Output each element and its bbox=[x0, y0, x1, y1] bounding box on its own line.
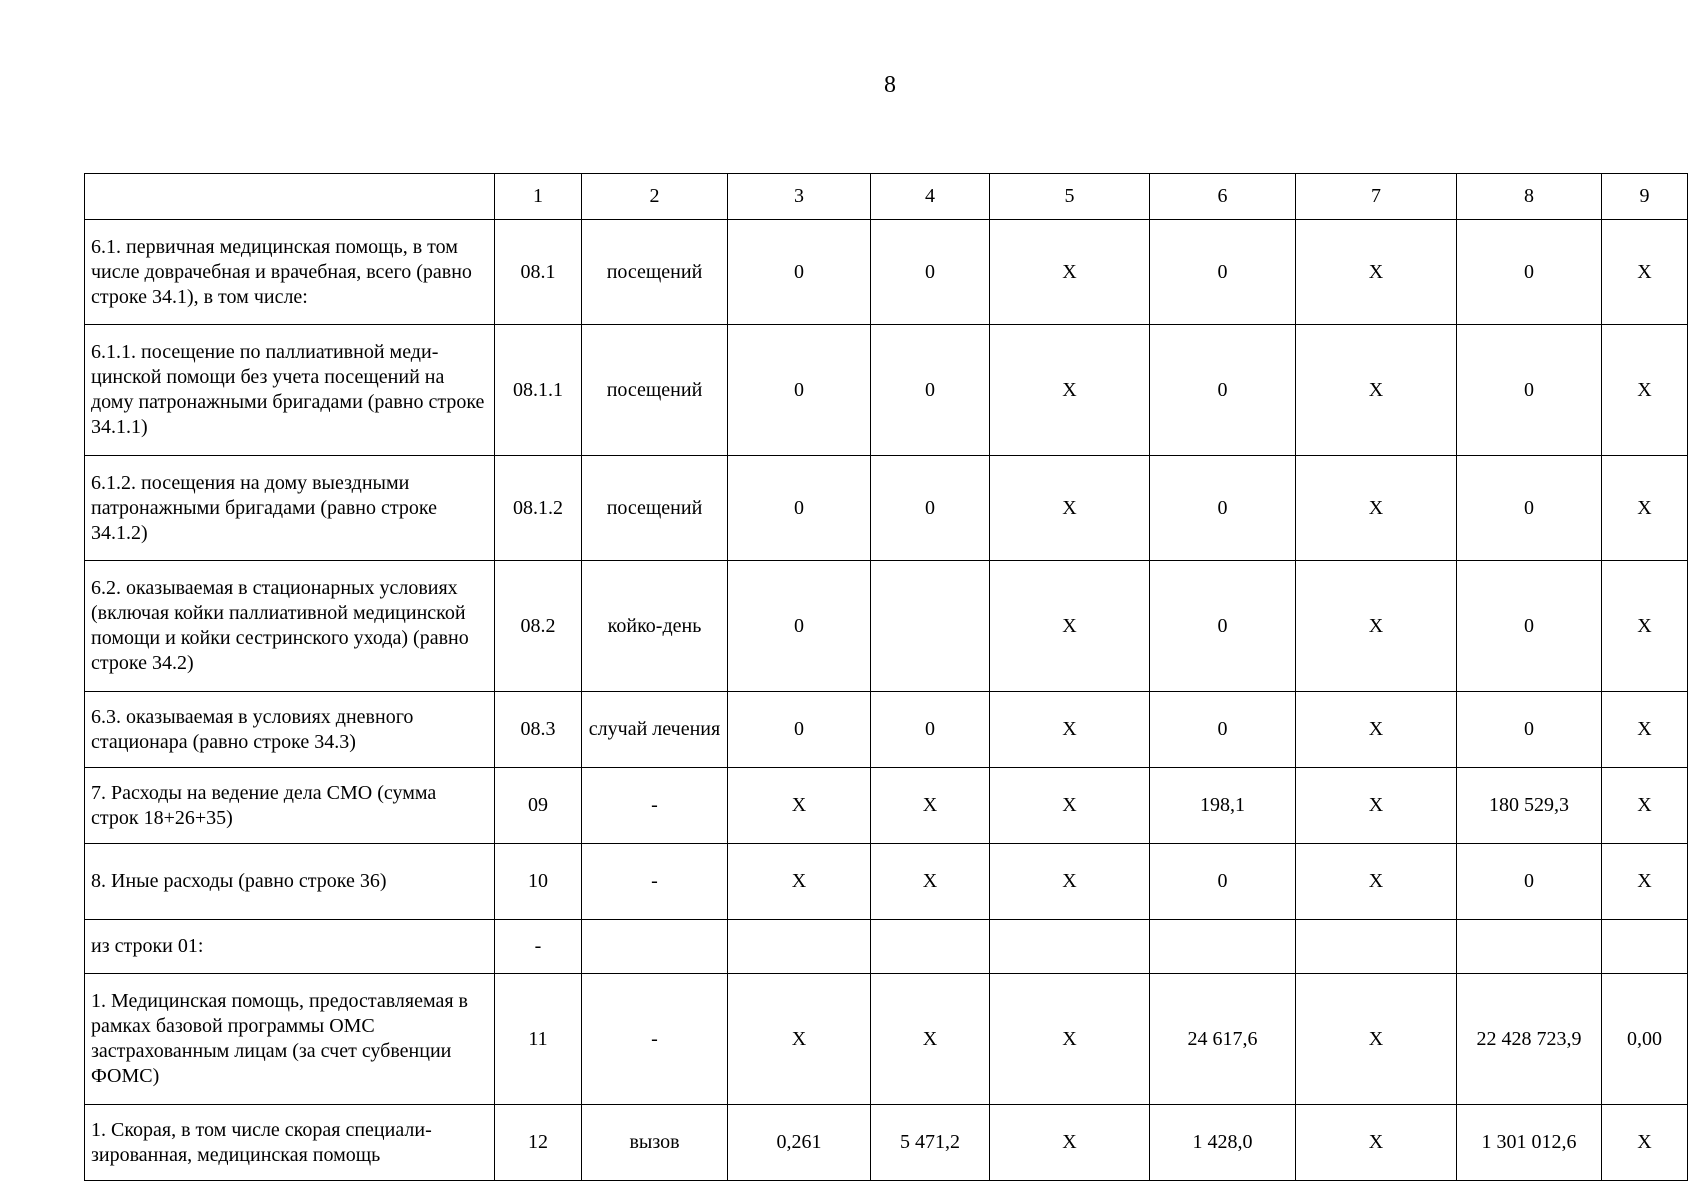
cell-col8: 22 428 723,9 bbox=[1457, 974, 1602, 1105]
cell-col6: 0 bbox=[1150, 692, 1296, 768]
cell-col9: X bbox=[1602, 456, 1688, 561]
row-code-cell: 08.1 bbox=[495, 220, 582, 325]
cell-col4: 0 bbox=[871, 692, 990, 768]
cell-col9: X bbox=[1602, 561, 1688, 692]
table-row bbox=[85, 974, 1688, 1105]
cell-col3: 0 bbox=[728, 561, 871, 692]
cell-col6: 24 617,6 bbox=[1150, 974, 1296, 1105]
cell-col3: X bbox=[728, 974, 871, 1105]
cell-col3 bbox=[728, 920, 871, 974]
cell-col8: 0 bbox=[1457, 692, 1602, 768]
cell-col4: 0 bbox=[871, 220, 990, 325]
header-cell bbox=[85, 174, 495, 220]
cell-col3: X bbox=[728, 768, 871, 844]
cell-col7 bbox=[1296, 920, 1457, 974]
cell-col7: X bbox=[1296, 561, 1457, 692]
cell-col3: 0,261 bbox=[728, 1105, 871, 1181]
cell-col5: X bbox=[990, 220, 1150, 325]
cell-col8: 0 bbox=[1457, 561, 1602, 692]
cell-col3: 0 bbox=[728, 220, 871, 325]
cell-col7: X bbox=[1296, 692, 1457, 768]
cell-col8: 0 bbox=[1457, 844, 1602, 920]
cell-col7: X bbox=[1296, 325, 1457, 456]
cell-col9: X bbox=[1602, 1105, 1688, 1181]
header-cell: 9 bbox=[1602, 174, 1688, 220]
row-name-cell: 1. Скорая, в том числе скорая специализированная, медицинская помощь bbox=[85, 1105, 495, 1181]
header-cell: 3 bbox=[728, 174, 871, 220]
cell-col6 bbox=[1150, 920, 1296, 974]
cell-col4: X bbox=[871, 844, 990, 920]
header-cell: 5 bbox=[990, 174, 1150, 220]
cell-col6: 0 bbox=[1150, 456, 1296, 561]
table-header-row bbox=[85, 174, 1688, 220]
row-code-cell: 08.3 bbox=[495, 692, 582, 768]
cell-col8: 0 bbox=[1457, 325, 1602, 456]
cell-col6: 1 428,0 bbox=[1150, 1105, 1296, 1181]
header-cell: 1 bbox=[495, 174, 582, 220]
table-row bbox=[85, 1105, 1688, 1181]
row-name-cell: 7. Расходы на ведение дела СМО (сумма строк 18+26+35) bbox=[85, 768, 495, 844]
row-unit-cell: посещений bbox=[582, 325, 728, 456]
row-unit-cell: - bbox=[582, 844, 728, 920]
row-unit-cell: вызов bbox=[582, 1105, 728, 1181]
cell-col9 bbox=[1602, 920, 1688, 974]
cell-col4: 0 bbox=[871, 325, 990, 456]
cell-col8 bbox=[1457, 920, 1602, 974]
cell-col8: 1 301 012,6 bbox=[1457, 1105, 1602, 1181]
row-unit-cell: посещений bbox=[582, 220, 728, 325]
cell-col4 bbox=[871, 920, 990, 974]
row-code-cell: 08.2 bbox=[495, 561, 582, 692]
row-unit-cell: - bbox=[582, 768, 728, 844]
cell-col6: 0 bbox=[1150, 844, 1296, 920]
cell-col7: X bbox=[1296, 844, 1457, 920]
table-row bbox=[85, 325, 1688, 456]
header-cell: 2 bbox=[582, 174, 728, 220]
row-code-cell: 11 bbox=[495, 974, 582, 1105]
cell-col3: 0 bbox=[728, 325, 871, 456]
cell-col5: X bbox=[990, 692, 1150, 768]
row-code-cell: - bbox=[495, 920, 582, 974]
cell-col4: X bbox=[871, 974, 990, 1105]
cell-col5: X bbox=[990, 844, 1150, 920]
page-number: 8 bbox=[884, 72, 896, 98]
cell-col7: X bbox=[1296, 220, 1457, 325]
cell-col6: 0 bbox=[1150, 220, 1296, 325]
cell-col8: 0 bbox=[1457, 456, 1602, 561]
row-unit-cell: койко-день bbox=[582, 561, 728, 692]
row-name-cell: 6.1. первичная медицинская помощь, в том числе доврачебная и врачебная, всего (равно строке 34.1), в том числе: bbox=[85, 220, 495, 325]
table-row bbox=[85, 768, 1688, 844]
cell-col3: 0 bbox=[728, 456, 871, 561]
cell-col9: X bbox=[1602, 220, 1688, 325]
table-row bbox=[85, 561, 1688, 692]
row-name-cell: 1. Медицинская помощь, предоставляемая в рамках базовой программы ОМС застрахованным лицам (за счет субвенции ФОМС) bbox=[85, 974, 495, 1105]
cell-col7: X bbox=[1296, 768, 1457, 844]
row-code-cell: 10 bbox=[495, 844, 582, 920]
table-row bbox=[85, 456, 1688, 561]
row-code-cell: 08.1.1 bbox=[495, 325, 582, 456]
cell-col4: 5 471,2 bbox=[871, 1105, 990, 1181]
cell-col4 bbox=[871, 561, 990, 692]
cell-col5: X bbox=[990, 974, 1150, 1105]
row-code-cell: 08.1.2 bbox=[495, 456, 582, 561]
cell-col3: 0 bbox=[728, 692, 871, 768]
table-row bbox=[85, 920, 1688, 974]
cell-col9: 0,00 bbox=[1602, 974, 1688, 1105]
cell-col7: X bbox=[1296, 974, 1457, 1105]
cell-col5: X bbox=[990, 456, 1150, 561]
table-row bbox=[85, 844, 1688, 920]
cell-col3: X bbox=[728, 844, 871, 920]
header-cell: 4 bbox=[871, 174, 990, 220]
table-row bbox=[85, 692, 1688, 768]
row-unit-cell: - bbox=[582, 974, 728, 1105]
cell-col9: X bbox=[1602, 768, 1688, 844]
row-name-cell: 6.1.2. посещения на дому выездными патронажными бригадами (равно строке 34.1.2) bbox=[85, 456, 495, 561]
cell-col4: X bbox=[871, 768, 990, 844]
cell-col5: X bbox=[990, 325, 1150, 456]
row-name-cell: из строки 01: bbox=[85, 920, 495, 974]
cell-col5 bbox=[990, 920, 1150, 974]
cell-col5: X bbox=[990, 561, 1150, 692]
row-name-cell: 6.2. оказываемая в стационарных условиях (включая койки паллиативной медицинской помощи и койки сестринского ухода) (равно строке 34.2) bbox=[85, 561, 495, 692]
cell-col6: 0 bbox=[1150, 325, 1296, 456]
row-code-cell: 12 bbox=[495, 1105, 582, 1181]
table-row bbox=[85, 220, 1688, 325]
data-table bbox=[84, 173, 1688, 1181]
cell-col9: X bbox=[1602, 692, 1688, 768]
cell-col9: X bbox=[1602, 844, 1688, 920]
row-name-cell: 8. Иные расходы (равно строке 36) bbox=[85, 844, 495, 920]
row-unit-cell: посещений bbox=[582, 456, 728, 561]
cell-col8: 180 529,3 bbox=[1457, 768, 1602, 844]
row-name-cell: 6.1.1. посещение по паллиативной медицинской помощи без учета посещений на дому патронажными бригадами (равно строке 34.1.1) bbox=[85, 325, 495, 456]
row-name-cell: 6.3. оказываемая в условиях дневного стационара (равно строке 34.3) bbox=[85, 692, 495, 768]
row-code-cell: 09 bbox=[495, 768, 582, 844]
cell-col5: X bbox=[990, 1105, 1150, 1181]
header-cell: 8 bbox=[1457, 174, 1602, 220]
header-cell: 6 bbox=[1150, 174, 1296, 220]
cell-col8: 0 bbox=[1457, 220, 1602, 325]
header-cell: 7 bbox=[1296, 174, 1457, 220]
row-unit-cell bbox=[582, 920, 728, 974]
cell-col6: 0 bbox=[1150, 561, 1296, 692]
row-unit-cell: случай лечения bbox=[582, 692, 728, 768]
cell-col7: X bbox=[1296, 1105, 1457, 1181]
cell-col9: X bbox=[1602, 325, 1688, 456]
cell-col7: X bbox=[1296, 456, 1457, 561]
cell-col4: 0 bbox=[871, 456, 990, 561]
cell-col6: 198,1 bbox=[1150, 768, 1296, 844]
cell-col5: X bbox=[990, 768, 1150, 844]
